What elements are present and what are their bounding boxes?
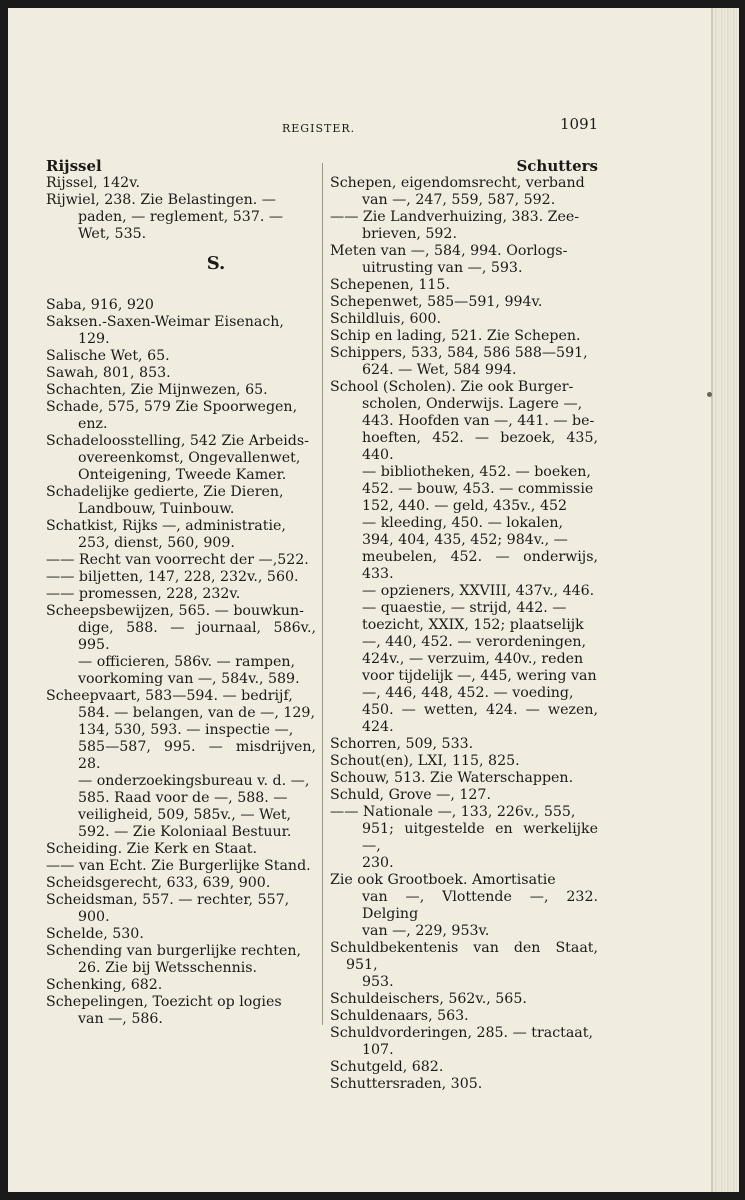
index-line: Zie ook Grootboek. Amortisatie [330,872,556,888]
index-line: Schepenwet, 585—591, 994v. [330,294,543,310]
index-line: van —, Vlottende —, 232. Delging [362,889,598,922]
index-line: — bibliotheken, 452. — boeken, [362,464,591,480]
index-entry [46,841,316,858]
index-entry [46,977,316,994]
index-line: voor tijdelijk —, 445, wering van [362,668,597,684]
index-line: Landbouw, Tuinbouw. [78,501,235,517]
index-entry [46,192,316,243]
index-entry [330,1059,598,1076]
index-entry [330,787,598,804]
index-line: —— Recht van voorrecht der —,522. [46,552,309,568]
index-entry [330,1008,598,1025]
index-entry [46,433,316,484]
index-line: — officieren, 586v. — rampen, [78,654,296,670]
index-entry [330,311,598,328]
right-column-heading: Schutters [516,157,598,175]
index-entry [330,328,598,345]
index-line: van —, 586. [78,1011,163,1027]
index-line: 424v., — verzuim, 440v., reden [362,651,584,667]
entries-before-letter [46,175,316,243]
right-column [330,158,598,1093]
index-entry [46,994,316,1028]
index-line: 900. [78,909,110,925]
index-entry [46,175,316,192]
index-line: 951; uitgestelde en werkelijke —, [362,821,598,854]
left-column-heading: Rijssel [46,157,102,175]
index-line: van —, 247, 559, 587, 592. [362,192,556,208]
index-line: van —, 229, 953v. [362,923,490,939]
index-line: Schade, 575, 579 Zie Spoorwegen, [46,399,298,415]
index-line: 592. — Zie Koloniaal Bestuur. [78,824,292,840]
index-entry [46,348,316,365]
index-line: —— biljetten, 147, 228, 232v., 560. [46,569,299,585]
index-entry [46,314,316,348]
index-line: Schadeloosstelling, 542 Zie Arbeids- [46,433,309,449]
index-line: Wet, 535. [78,226,147,242]
index-entry [46,688,316,841]
index-line: Schip en lading, 521. Zie Schepen. [330,328,581,344]
right-entry-list [330,175,598,1093]
index-line: 452. — bouw, 453. — commissie [362,481,594,497]
index-line: Rijssel, 142v. [46,175,141,191]
index-entry [330,1076,598,1093]
index-line: Schelde, 530. [46,926,144,942]
index-line: Rijwiel, 238. Zie Belastingen. — [46,192,276,208]
left-entry-list [46,297,316,1028]
page-stack-edge [713,8,739,1192]
index-line: Scheepsbewijzen, 565. — bouwkun- [46,603,304,619]
index-line: scholen, Onderwijs. Lagere —, [362,396,583,412]
index-line: Schending van burgerlijke rechten, [46,943,302,959]
index-entry [330,243,598,277]
index-line: Schuld, Grove —, 127. [330,787,491,803]
index-entry [330,753,598,770]
index-line: — quaestie, — strijd, 442. — [362,600,567,616]
index-line: toezicht, XXIX, 152; plaatselijk [362,617,584,633]
index-line: Meten van —, 584, 994. Oorlogs- [330,243,568,259]
index-entry [46,518,316,552]
index-line: Schorren, 509, 533. [330,736,474,752]
index-line: 394, 404, 435, 452; 984v., — [362,532,568,548]
index-line: Schutgeld, 682. [330,1059,444,1075]
index-line: Saksen.-Saxen-Weimar Eisenach, [46,314,284,330]
index-line: Schachten, Zie Mijnwezen, 65. [46,382,268,398]
index-line: hoeften, 452. — bezoek, 435, 440. [362,430,598,463]
index-entry [46,552,316,569]
index-entry [330,736,598,753]
index-line: 129. [78,331,110,347]
index-entry [46,569,316,586]
index-entry [46,382,316,399]
index-line: —, 440, 452. — verordeningen, [362,634,587,650]
index-line: paden, — reglement, 537. — [78,209,284,225]
index-line: 443. Hoofden van —, 441. — be- [362,413,595,429]
index-line: Schepelingen, Toezicht op logies [46,994,282,1010]
index-line: veiligheid, 509, 585v., — Wet, [78,807,292,823]
index-line: 107. [362,1042,394,1058]
index-line: Schuldvorderingen, 285. — tractaat, [330,1025,593,1041]
index-line: Scheepvaart, 583—594. — bedrijf, [46,688,293,704]
index-line: —— van Echt. Zie Burgerlijke Stand. [46,858,311,874]
index-entry [330,1025,598,1059]
index-line: Schout(en), LXI, 115, 825. [330,753,520,769]
margin-mark [707,392,712,397]
index-entry [46,586,316,603]
index-entry [330,277,598,294]
index-line: Schatkist, Rijks —, administratie, [46,518,286,534]
index-entry [46,858,316,875]
index-entry [330,379,598,736]
index-line: Scheidsman, 557. — rechter, 557, [46,892,290,908]
index-entry [46,875,316,892]
column-divider [322,163,323,1025]
index-line: 450. — wetten, 424. — wezen, 424. [362,702,598,735]
index-entry [330,770,598,787]
index-line: 26. Zie bij Wetsschennis. [78,960,258,976]
index-line: — opzieners, XXVIII, 437v., 446. [362,583,595,599]
index-entry [330,345,598,379]
index-line: meubelen, 452. — onderwijs, 433. [362,549,598,582]
index-line: — onderzoekingsbureau v. d. —, [78,773,310,789]
page-number: 1091 [560,115,599,133]
index-entry [330,991,598,1008]
index-entry [46,943,316,977]
index-line: Schuldeischers, 562v., 565. [330,991,527,1007]
index-entry [330,175,598,209]
index-entry [330,872,598,940]
index-line: voorkoming van —, 584v., 589. [78,671,300,687]
index-line: Schouw, 513. Zie Waterschappen. [330,770,574,786]
index-line: Salische Wet, 65. [46,348,170,364]
index-line: Schepenen, 115. [330,277,450,293]
index-line: 953. [362,974,394,990]
index-line: Schuttersraden, 305. [330,1076,483,1092]
index-line: 253, dienst, 560, 909. [78,535,235,551]
index-line: 584. — belangen, van de —, 129, [78,705,315,721]
index-line: Schuldbekentenis van den Staat, 951, [330,940,598,973]
index-entry [46,484,316,518]
index-line: uitrusting van —, 593. [362,260,523,276]
index-line: Onteigening, Tweede Kamer. [78,467,287,483]
index-line: 134, 530, 593. — inspectie —, [78,722,294,738]
index-line: —— promessen, 228, 232v. [46,586,241,602]
section-letter: S. [206,253,226,274]
index-entry [330,804,598,872]
index-entry [330,294,598,311]
index-line: — kleeding, 450. — lokalen, [362,515,563,531]
running-title: REGISTER. [282,122,356,135]
index-line: dige, 588. — journaal, 586v., 995. [78,620,316,653]
index-line: Schepen, eigendomsrecht, verband [330,175,585,191]
index-line: —, 446, 448, 452. — voeding, [362,685,574,701]
index-line: —— Nationale —, 133, 226v., 555, [330,804,576,820]
index-entry [46,399,316,433]
index-line: Schuldenaars, 563. [330,1008,469,1024]
left-column [46,158,316,1028]
index-line: 624. — Wet, 584 994. [362,362,517,378]
index-entry [46,892,316,926]
index-entry [330,940,598,991]
index-line: Schippers, 533, 584, 586 588—591, [330,345,588,361]
index-entry [46,297,316,314]
index-entry [46,603,316,688]
index-line: Sawah, 801, 853. [46,365,171,381]
index-line: 585. Raad voor de —, 588. — [78,790,288,806]
index-line: Scheidsgerecht, 633, 639, 900. [46,875,271,891]
index-line: Saba, 916, 920 [46,297,154,313]
index-line: enz. [78,416,108,432]
index-entry [330,209,598,243]
index-line: 230. [362,855,394,871]
index-entry [46,365,316,382]
index-entry [46,926,316,943]
index-line: Schadelijke gedierte, Zie Dieren, [46,484,284,500]
index-line: School (Scholen). Zie ook Burger- [330,379,574,395]
index-line: overeenkomst, Ongevallenwet, [78,450,301,466]
index-line: 585—587, 995. — misdrijven, 28. [78,739,316,772]
index-line: 152, 440. — geld, 435v., 452 [362,498,568,514]
index-line: —— Zie Landverhuizing, 383. Zee- [330,209,580,225]
index-line: Schenking, 682. [46,977,163,993]
index-line: brieven, 592. [362,226,457,242]
index-line: Schildluis, 600. [330,311,442,327]
index-line: Scheiding. Zie Kerk en Staat. [46,841,257,857]
